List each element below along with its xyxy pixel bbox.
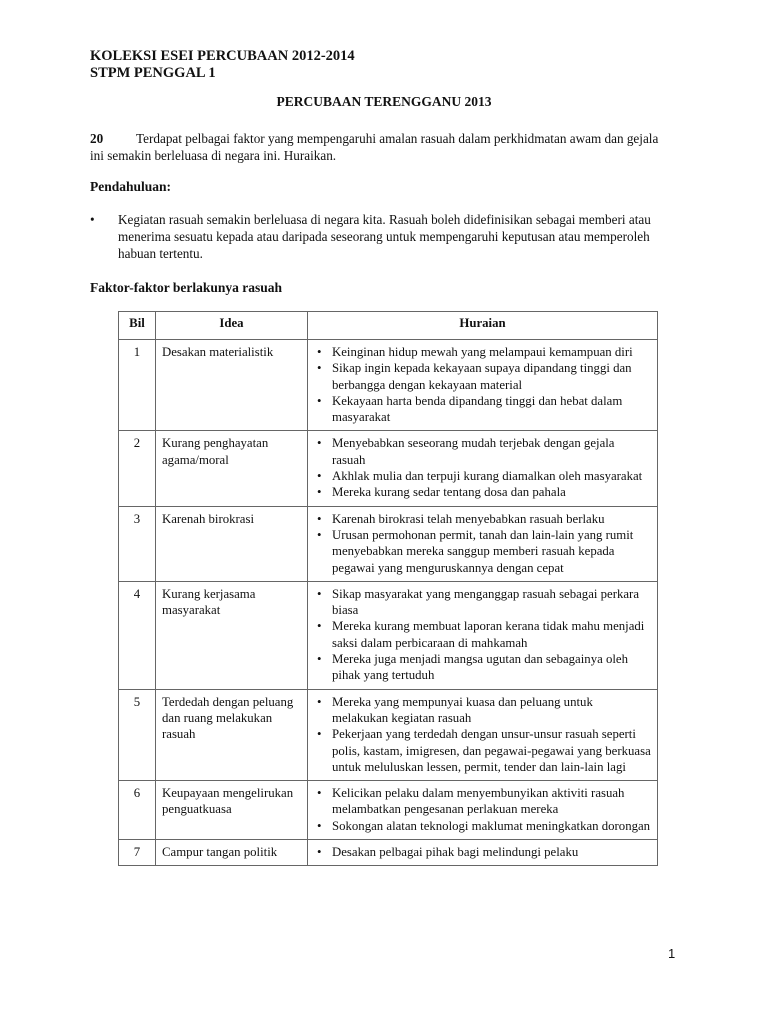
huraian-list: [314, 586, 651, 684]
intro-paragraph: [90, 211, 670, 262]
row-huraian: [308, 781, 658, 840]
bullet-icon: •: [90, 212, 95, 227]
list-item: [314, 360, 651, 393]
list-item: [314, 393, 651, 426]
row-huraian: [308, 506, 658, 581]
huraian-point: Mereka yang mempunyai kuasa dan peluang untuk melakukan kegiatan rasuah: [332, 694, 593, 725]
list-item: [314, 844, 651, 860]
huraian-point: Keinginan hidup mewah yang melampaui kemampuan diri: [332, 345, 633, 359]
bullet-icon: •: [317, 786, 322, 801]
bullet-icon: •: [317, 345, 322, 359]
row-number: 7: [119, 840, 156, 866]
question-number: 20: [90, 131, 104, 146]
huraian-list: [314, 511, 651, 576]
bullet-icon: •: [317, 818, 322, 833]
row-number: 4: [119, 581, 156, 689]
bullet-icon: •: [317, 361, 322, 376]
huraian-point: Mereka kurang membuat laporan kerana tidak mahu menjadi saksi dalam perbicaraan di mahkamah: [332, 619, 645, 650]
header-idea: Idea: [156, 312, 308, 340]
huraian-point: Desakan pelbagai pihak bagi melindungi pelaku: [332, 845, 579, 860]
bullet-icon: •: [317, 619, 322, 634]
list-item: [314, 726, 651, 775]
row-idea: Terdedah dengan peluang dan ruang melakukan rasuah: [156, 689, 308, 780]
huraian-point: Kelicikan pelaku dalam menyembunyikan aktiviti rasuah melambatkan pengesanan perlakuan mereka: [332, 786, 625, 817]
list-item: [314, 435, 651, 468]
huraian-list: [314, 694, 651, 775]
huraian-point: Mereka kurang sedar tentang dosa dan pahala: [332, 485, 566, 500]
huraian-point: Pekerjaan yang terdedah dengan unsur-unsur rasuah seperti polis, kastam, imigresen, dan pegawai-pegawai yang berkuasa untuk meluluskan lessen, permit, tender dan lain-lain lagi: [332, 727, 651, 774]
bullet-icon: •: [317, 586, 322, 601]
row-idea: Kurang penghayatan agama/moral: [156, 431, 308, 506]
row-idea: Karenah birokrasi: [156, 506, 308, 581]
row-idea: Kurang kerjasama masyarakat: [156, 581, 308, 689]
collection-title: KOLEKSI ESEI PERCUBAAN 2012-2014: [90, 48, 355, 64]
huraian-point: Karenah birokrasi telah menyebabkan rasuah berlaku: [332, 511, 605, 526]
list-item: [314, 484, 651, 500]
list-item: [314, 586, 651, 619]
bullet-icon: •: [317, 436, 322, 451]
question-text: Terdapat pelbagai faktor yang mempengaruhi amalan rasuah dalam perkhidmatan awam dan gejala ini semakin berleluasa di negara ini. Huraikan.: [90, 131, 659, 163]
section-title: Faktor-faktor berlakunya rasuah: [90, 280, 283, 295]
table-header-row: [119, 312, 658, 340]
huraian-point: Akhlak mulia dan terpuji kurang diamalkan oleh masyarakat: [332, 469, 643, 484]
exam-level: STPM PENGGAL 1: [90, 65, 216, 81]
table-row: [119, 781, 658, 840]
row-number: 1: [119, 340, 156, 431]
huraian-point: Urusan permohonan permit, tanah dan lain-lain yang rumit menyebabkan mereka sanggup memberi rasuah kepada pegawai yang menguruskannya dengan cepat: [332, 527, 634, 575]
table-row: [119, 840, 658, 866]
header-bil: Bil: [119, 312, 156, 340]
huraian-list: [314, 785, 651, 834]
huraian-point: Mereka juga menjadi mangsa ugutan dan sebagainya oleh pihak yang tertuduh: [332, 652, 629, 683]
huraian-list: [314, 435, 651, 500]
table-row: [119, 506, 658, 581]
table-body: [119, 340, 658, 866]
list-item: [314, 818, 651, 834]
bullet-icon: •: [317, 485, 322, 500]
table-row: [119, 581, 658, 689]
list-item: [314, 344, 651, 360]
row-idea: Campur tangan politik: [156, 840, 308, 866]
list-item: [314, 468, 651, 484]
huraian-point: Kekayaan harta benda dipandang tinggi dan hebat dalam masyarakat: [332, 393, 623, 425]
row-huraian: [308, 840, 658, 866]
bullet-icon: •: [317, 527, 322, 542]
table-row: [119, 689, 658, 780]
page-number: 1: [668, 946, 676, 961]
row-idea: Desakan materialistik: [156, 340, 308, 431]
bullet-icon: •: [317, 845, 322, 860]
bullet-icon: •: [317, 652, 322, 667]
bullet-icon: •: [317, 511, 322, 526]
row-number: 3: [119, 506, 156, 581]
row-huraian: [308, 431, 658, 506]
row-huraian: [308, 340, 658, 431]
huraian-list: [314, 844, 651, 860]
huraian-list: [314, 344, 651, 425]
header-huraian: Huraian: [308, 312, 658, 340]
row-huraian: [308, 689, 658, 780]
bullet-icon: •: [317, 694, 322, 709]
list-item: [314, 527, 651, 576]
huraian-point: Sikap ingin kepada kekayaan supaya dipandang tinggi dan berbangga dengan kekayaan material: [332, 361, 632, 392]
row-huraian: [308, 581, 658, 689]
bullet-icon: •: [317, 393, 322, 408]
question: [90, 130, 670, 164]
row-idea: Keupayaan mengelirukan penguatkuasa: [156, 781, 308, 840]
list-item: [314, 618, 651, 651]
huraian-point: Sokongan alatan teknologi maklumat meningkatkan dorongan: [332, 818, 651, 833]
list-item: [314, 511, 651, 527]
list-item: [314, 694, 651, 727]
list-item: [314, 651, 651, 684]
huraian-point: Menyebabkan seseorang mudah terjebak dengan gejala rasuah: [332, 436, 615, 467]
row-number: 6: [119, 781, 156, 840]
table-row: [119, 340, 658, 431]
page-title: PERCUBAAN TERENGGANU 2013: [276, 94, 492, 109]
row-number: 2: [119, 431, 156, 506]
bullet-icon: •: [317, 469, 322, 484]
bullet-icon: •: [317, 727, 322, 742]
row-number: 5: [119, 689, 156, 780]
intro-heading: Pendahuluan:: [90, 179, 172, 194]
intro-text: Kegiatan rasuah semakin berleluasa di negara kita. Rasuah boleh didefinisikan sebagai memberi atau menerima sesuatu kepada atau daripada seseorang untuk mempengaruhi keputusan atau memperoleh habuan tertentu.: [118, 212, 651, 261]
huraian-point: Sikap masyarakat yang menganggap rasuah sebagai perkara biasa: [332, 586, 640, 618]
list-item: [314, 785, 651, 818]
table-row: [119, 431, 658, 506]
factors-table: [118, 311, 658, 866]
